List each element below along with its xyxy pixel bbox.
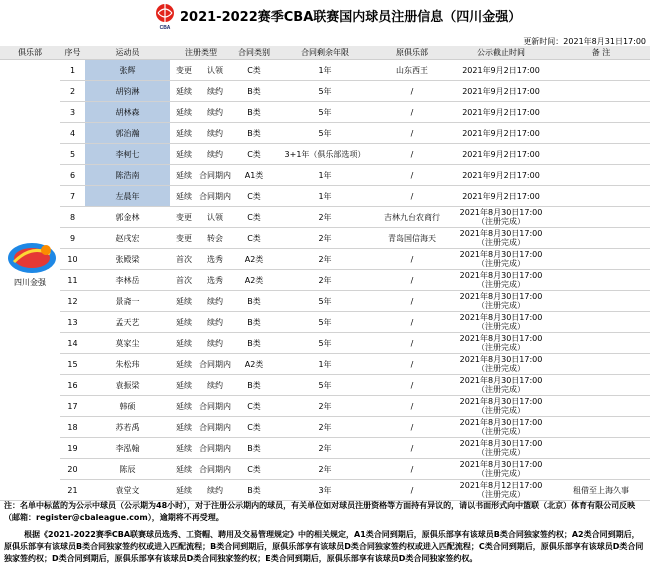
- original-club: /: [374, 291, 450, 312]
- remaining-years: 5年: [276, 102, 374, 123]
- reg-type-primary: 延续: [170, 354, 198, 375]
- row-no: 21: [60, 480, 85, 501]
- row-no: 8: [60, 207, 85, 228]
- deadline-cell: [450, 81, 552, 102]
- row-no: 2: [60, 81, 85, 102]
- table-row: [0, 144, 650, 165]
- deadline-status: （注册完成）: [477, 217, 525, 226]
- contract-category: C类: [232, 144, 276, 165]
- reg-type-primary: 延续: [170, 186, 198, 207]
- table-row: [0, 312, 650, 333]
- contract-category: C类: [232, 417, 276, 438]
- deadline-time: 2021年8月30日17:00: [459, 397, 543, 406]
- row-no: 18: [60, 417, 85, 438]
- remaining-years: 3+1年（俱乐部选项）: [276, 144, 374, 165]
- original-club: /: [374, 375, 450, 396]
- deadline-status: （注册完成）: [477, 364, 525, 373]
- deadline-status: （注册完成）: [477, 448, 525, 457]
- deadline-cell: [450, 165, 552, 186]
- reg-type-primary: 延续: [170, 312, 198, 333]
- reg-type-primary: 延续: [170, 417, 198, 438]
- athlete-name: 孟天艺: [85, 312, 170, 333]
- table-row: [0, 249, 650, 270]
- deadline-cell: [450, 396, 552, 417]
- original-club: 山东西王: [374, 60, 450, 81]
- original-club: /: [374, 186, 450, 207]
- reg-type-primary: 延续: [170, 333, 198, 354]
- deadline-status: （注册完成）: [477, 238, 525, 247]
- club-name: 四川金强: [14, 278, 46, 287]
- row-no: 17: [60, 396, 85, 417]
- row-note: [552, 144, 650, 165]
- remaining-years: 5年: [276, 333, 374, 354]
- header-reg-type: 注册类型: [170, 46, 232, 60]
- reg-type-secondary: 合同期内: [198, 354, 232, 375]
- row-note: [552, 396, 650, 417]
- deadline-time: 2021年9月2日17:00: [462, 170, 540, 180]
- original-club: /: [374, 459, 450, 480]
- row-note: 租借至上海久事: [552, 480, 650, 501]
- deadline-cell: [450, 60, 552, 81]
- table-row: [0, 333, 650, 354]
- remaining-years: 2年: [276, 249, 374, 270]
- athlete-name: 左晨年: [85, 186, 170, 207]
- original-club: /: [374, 249, 450, 270]
- deadline-time: 2021年8月30日17:00: [459, 376, 543, 385]
- original-club: /: [374, 102, 450, 123]
- reg-type-primary: 延续: [170, 81, 198, 102]
- row-no: 14: [60, 333, 85, 354]
- contract-category: C类: [232, 228, 276, 249]
- row-note: [552, 228, 650, 249]
- original-club: /: [374, 417, 450, 438]
- reg-type-primary: 延续: [170, 375, 198, 396]
- athlete-name: 朱松玮: [85, 354, 170, 375]
- remaining-years: 1年: [276, 165, 374, 186]
- table-row: [0, 207, 650, 228]
- table-row: [0, 396, 650, 417]
- reg-type-secondary: 续约: [198, 102, 232, 123]
- reg-type-secondary: 合同期内: [198, 417, 232, 438]
- athlete-name: 胡林森: [85, 102, 170, 123]
- remaining-years: 1年: [276, 60, 374, 81]
- reg-type-secondary: 续约: [198, 123, 232, 144]
- row-no: 3: [60, 102, 85, 123]
- table-row: [0, 81, 650, 102]
- reg-type-primary: 延续: [170, 438, 198, 459]
- table-row: [0, 123, 650, 144]
- deadline-cell: [450, 459, 552, 480]
- row-note: [552, 375, 650, 396]
- reg-type-primary: 延续: [170, 291, 198, 312]
- athlete-name: 李林岳: [85, 270, 170, 291]
- reg-type-secondary: 合同期内: [198, 438, 232, 459]
- row-note: [552, 417, 650, 438]
- deadline-time: 2021年8月30日17:00: [459, 250, 543, 259]
- reg-type-secondary: 续约: [198, 375, 232, 396]
- header-contract-category: 合同类别: [232, 46, 276, 60]
- row-note: [552, 291, 650, 312]
- athlete-name: 郭金林: [85, 207, 170, 228]
- notes-section: [0, 500, 650, 565]
- contract-category: B类: [232, 375, 276, 396]
- row-no: 6: [60, 165, 85, 186]
- contract-category: C类: [232, 186, 276, 207]
- reg-type-secondary: 选秀: [198, 249, 232, 270]
- row-note: [552, 102, 650, 123]
- deadline-cell: [450, 102, 552, 123]
- header-no: 序号: [60, 46, 85, 60]
- deadline-time: 2021年8月12日17:00: [459, 481, 543, 490]
- original-club: /: [374, 480, 450, 501]
- deadline-time: 2021年8月30日17:00: [459, 355, 543, 364]
- reg-type-secondary: 续约: [198, 81, 232, 102]
- row-note: [552, 207, 650, 228]
- reg-type-primary: 延续: [170, 123, 198, 144]
- row-no: 20: [60, 459, 85, 480]
- reg-type-secondary: 续约: [198, 144, 232, 165]
- deadline-status: （注册完成）: [477, 406, 525, 415]
- athlete-name: 韩硕: [85, 396, 170, 417]
- deadline-time: 2021年9月2日17:00: [462, 128, 540, 138]
- deadline-status: （注册完成）: [477, 490, 525, 499]
- row-note: [552, 186, 650, 207]
- header-original-club: 原俱乐部: [374, 46, 450, 60]
- deadline-time: 2021年8月30日17:00: [459, 439, 543, 448]
- reg-type-primary: 延续: [170, 144, 198, 165]
- deadline-time: 2021年9月2日17:00: [462, 65, 540, 75]
- row-note: [552, 60, 650, 81]
- deadline-status: （注册完成）: [477, 322, 525, 331]
- reg-type-secondary: 合同期内: [198, 459, 232, 480]
- original-club: 青岛国信海天: [374, 228, 450, 249]
- contract-category: B类: [232, 438, 276, 459]
- deadline-cell: [450, 123, 552, 144]
- header-remaining-years: 合同剩余年限: [276, 46, 374, 60]
- remaining-years: 5年: [276, 375, 374, 396]
- original-club: /: [374, 312, 450, 333]
- deadline-time: 2021年8月30日17:00: [459, 292, 543, 301]
- deadline-time: 2021年8月30日17:00: [459, 229, 543, 238]
- row-note: [552, 123, 650, 144]
- row-no: 10: [60, 249, 85, 270]
- contract-category: B类: [232, 81, 276, 102]
- contract-category: C类: [232, 60, 276, 81]
- document-header: [0, 0, 650, 36]
- deadline-status: （注册完成）: [477, 301, 525, 310]
- update-time: 更新时间：2021年8月31日17:00: [523, 37, 646, 46]
- row-no: 19: [60, 438, 85, 459]
- original-club: /: [374, 438, 450, 459]
- original-club: /: [374, 333, 450, 354]
- deadline-time: 2021年8月30日17:00: [459, 208, 543, 217]
- deadline-time: 2021年8月30日17:00: [459, 460, 543, 469]
- row-note: [552, 81, 650, 102]
- deadline-time: 2021年9月2日17:00: [462, 191, 540, 201]
- deadline-time: 2021年8月30日17:00: [459, 334, 543, 343]
- remaining-years: 1年: [276, 354, 374, 375]
- reg-type-secondary: 续约: [198, 480, 232, 501]
- original-club: /: [374, 270, 450, 291]
- remaining-years: 2年: [276, 459, 374, 480]
- table-row: [0, 60, 650, 81]
- row-no: 4: [60, 123, 85, 144]
- athlete-name: 陈辰: [85, 459, 170, 480]
- contract-category: A1类: [232, 165, 276, 186]
- table-row: [0, 102, 650, 123]
- table-row: [0, 186, 650, 207]
- deadline-cell: [450, 354, 552, 375]
- row-no: 16: [60, 375, 85, 396]
- contract-category: B类: [232, 333, 276, 354]
- row-note: [552, 333, 650, 354]
- header-note: 备 注: [552, 46, 650, 60]
- deadline-status: （注册完成）: [477, 280, 525, 289]
- table-row: [0, 354, 650, 375]
- deadline-status: （注册完成）: [477, 469, 525, 478]
- athlete-name: 景斋一: [85, 291, 170, 312]
- deadline-cell: [450, 375, 552, 396]
- table-row: [0, 228, 650, 249]
- athlete-name: 袁堂文: [85, 480, 170, 501]
- contract-category: B类: [232, 102, 276, 123]
- reg-type-secondary: 合同期内: [198, 165, 232, 186]
- remaining-years: 5年: [276, 312, 374, 333]
- remaining-years: 5年: [276, 291, 374, 312]
- deadline-cell: [450, 270, 552, 291]
- reg-type-primary: 变更: [170, 228, 198, 249]
- table-row: [0, 438, 650, 459]
- athlete-name: 李柯七: [85, 144, 170, 165]
- athlete-name: 郭治瀚: [85, 123, 170, 144]
- remaining-years: 2年: [276, 438, 374, 459]
- reg-type-secondary: 续约: [198, 312, 232, 333]
- deadline-time: 2021年8月30日17:00: [459, 271, 543, 280]
- original-club: /: [374, 165, 450, 186]
- table-row: [0, 165, 650, 186]
- reg-type-secondary: 转会: [198, 228, 232, 249]
- reg-type-primary: 延续: [170, 480, 198, 501]
- deadline-cell: [450, 249, 552, 270]
- deadline-status: （注册完成）: [477, 427, 525, 436]
- original-club: /: [374, 396, 450, 417]
- reg-type-primary: 延续: [170, 459, 198, 480]
- remaining-years: 3年: [276, 480, 374, 501]
- contract-category: A2类: [232, 249, 276, 270]
- table-row: [0, 459, 650, 480]
- deadline-cell: [450, 207, 552, 228]
- row-no: 1: [60, 60, 85, 81]
- registration-table: [0, 46, 650, 501]
- remaining-years: 2年: [276, 396, 374, 417]
- remaining-years: 2年: [276, 207, 374, 228]
- contract-category: B类: [232, 123, 276, 144]
- cba-logo-icon: [154, 3, 176, 31]
- reg-type-secondary: 合同期内: [198, 186, 232, 207]
- deadline-cell: [450, 480, 552, 501]
- athlete-name: 张殿梁: [85, 249, 170, 270]
- row-no: 5: [60, 144, 85, 165]
- remaining-years: 2年: [276, 270, 374, 291]
- note-regulation: 根据《2021-2022赛季CBA联赛球员选秀、工资帽、聘用及交易管理规定》中的相关规定，A1类合同到期后，原俱乐部享有该球员B类合同独家签约权；A2类合同到期后，原俱乐部享有该球员B类合同独家签约权或进入匹配流程；B类合同到期后，原俱乐部享有该球员D类合同独家签约权或进入匹配流程；C类合同到期后，原俱乐部享有该球员D类合同独家签约权；D类合同到期后，原俱乐部享有该球员D类合同独家签约权；E类合同到期后，原俱乐部享有该球员D类合同独家签约权。: [4, 530, 644, 563]
- athlete-name: 胡钧淋: [85, 81, 170, 102]
- original-club: /: [374, 144, 450, 165]
- contract-category: C类: [232, 459, 276, 480]
- logo-text: CBA: [159, 25, 171, 31]
- table-row: [0, 291, 650, 312]
- athlete-name: 张辉: [85, 60, 170, 81]
- deadline-cell: [450, 438, 552, 459]
- remaining-years: 5年: [276, 123, 374, 144]
- contract-category: B类: [232, 480, 276, 501]
- deadline-time: 2021年9月2日17:00: [462, 107, 540, 117]
- row-note: [552, 165, 650, 186]
- contract-category: C类: [232, 396, 276, 417]
- reg-type-secondary: 认领: [198, 60, 232, 81]
- reg-type-secondary: 认领: [198, 207, 232, 228]
- reg-type-secondary: 选秀: [198, 270, 232, 291]
- reg-type-secondary: 续约: [198, 333, 232, 354]
- row-note: [552, 354, 650, 375]
- table-row: [0, 270, 650, 291]
- contract-category: A2类: [232, 354, 276, 375]
- table-row: [0, 375, 650, 396]
- row-note: [552, 438, 650, 459]
- row-note: [552, 249, 650, 270]
- row-no: 7: [60, 186, 85, 207]
- original-club: /: [374, 354, 450, 375]
- row-no: 12: [60, 291, 85, 312]
- reg-type-primary: 延续: [170, 165, 198, 186]
- contract-category: C类: [232, 207, 276, 228]
- deadline-cell: [450, 228, 552, 249]
- row-note: [552, 270, 650, 291]
- reg-type-primary: 延续: [170, 396, 198, 417]
- athlete-name: 莫家尘: [85, 333, 170, 354]
- page-title: 2021-2022赛季CBA联赛国内球员注册信息（四川金强）: [180, 10, 522, 25]
- table-row: [0, 417, 650, 438]
- deadline-cell: [450, 186, 552, 207]
- remaining-years: 2年: [276, 417, 374, 438]
- remaining-years: 2年: [276, 228, 374, 249]
- deadline-cell: [450, 312, 552, 333]
- athlete-name: 陈浩南: [85, 165, 170, 186]
- reg-type-primary: 首次: [170, 249, 198, 270]
- reg-type-primary: 变更: [170, 207, 198, 228]
- deadline-time: 2021年8月30日17:00: [459, 418, 543, 427]
- deadline-status: （注册完成）: [477, 385, 525, 394]
- row-no: 15: [60, 354, 85, 375]
- remaining-years: 1年: [276, 186, 374, 207]
- sichuan-jinqiang-logo-icon: [6, 240, 58, 276]
- reg-type-primary: 首次: [170, 270, 198, 291]
- header-athlete: 运动员: [85, 46, 170, 60]
- athlete-name: 李泓翰: [85, 438, 170, 459]
- row-note: [552, 459, 650, 480]
- remaining-years: 5年: [276, 81, 374, 102]
- table-row: [0, 480, 650, 501]
- reg-type-primary: 变更: [170, 60, 198, 81]
- deadline-time: 2021年9月2日17:00: [462, 149, 540, 159]
- contract-category: A2类: [232, 270, 276, 291]
- club-cell: [0, 60, 60, 501]
- header-club: 俱乐部: [0, 46, 60, 60]
- original-club: 吉林九台农商行: [374, 207, 450, 228]
- row-no: 9: [60, 228, 85, 249]
- deadline-status: （注册完成）: [477, 259, 525, 268]
- reg-type-secondary: 续约: [198, 291, 232, 312]
- deadline-cell: [450, 417, 552, 438]
- deadline-cell: [450, 333, 552, 354]
- original-club: /: [374, 123, 450, 144]
- header-deadline: 公示截止时间: [450, 46, 552, 60]
- deadline-time: 2021年9月2日17:00: [462, 86, 540, 96]
- row-note: [552, 312, 650, 333]
- reg-type-primary: 延续: [170, 102, 198, 123]
- reg-type-secondary: 合同期内: [198, 396, 232, 417]
- athlete-name: 袁振梁: [85, 375, 170, 396]
- deadline-time: 2021年8月30日17:00: [459, 313, 543, 322]
- deadline-status: （注册完成）: [477, 343, 525, 352]
- table-header-row: [0, 46, 650, 60]
- deadline-cell: [450, 291, 552, 312]
- athlete-name: 赵戌宏: [85, 228, 170, 249]
- deadline-cell: [450, 144, 552, 165]
- athlete-name: 苏若禹: [85, 417, 170, 438]
- row-no: 11: [60, 270, 85, 291]
- contract-category: B类: [232, 291, 276, 312]
- contract-category: B类: [232, 312, 276, 333]
- row-no: 13: [60, 312, 85, 333]
- note-publicity: 注：名单中标蓝的为公示中球员（公示期为48小时），对于注册公示期内的球员，有关单位如对球员注册资格等方面持有异议的，请以书面形式向中篮联（北京）体育有限公司反映（邮箱：register@cbaleague.com），逾期将不再受理。: [4, 501, 636, 522]
- original-club: /: [374, 81, 450, 102]
